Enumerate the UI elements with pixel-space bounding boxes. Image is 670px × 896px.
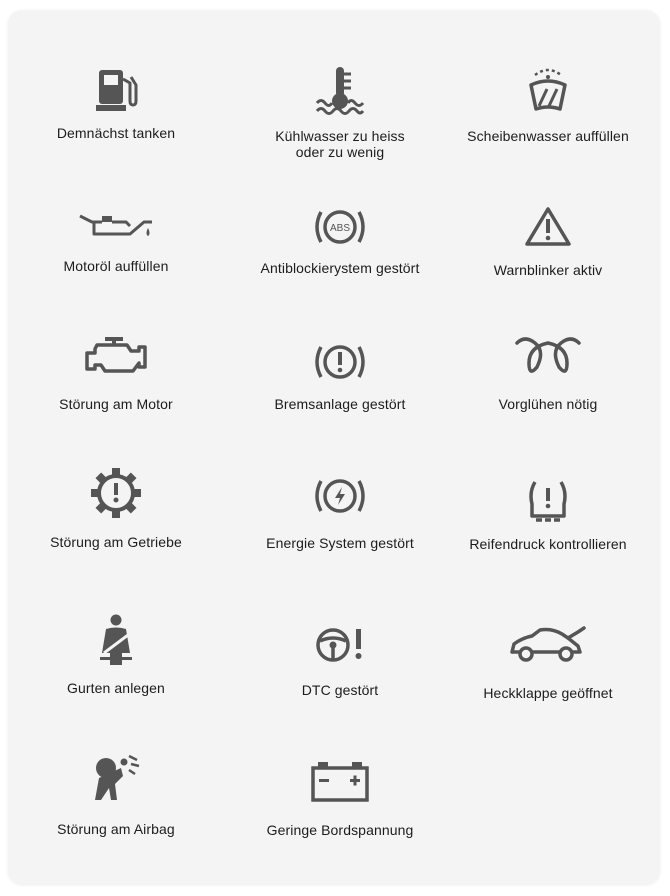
warning-label: DTC gestört — [301, 682, 379, 698]
warning-item-washer — [446, 65, 650, 160]
warning-label: Störung am Motor — [59, 396, 173, 412]
warning-label: Heckklappe geöffnet — [483, 685, 613, 701]
warning-item-energy — [240, 475, 440, 570]
oil-can-icon — [78, 208, 154, 242]
battery-icon — [310, 760, 370, 804]
warning-label: Motoröl auffüllen — [63, 258, 169, 274]
brake-warning-icon — [311, 341, 369, 383]
abs-icon — [311, 206, 369, 248]
warning-item-glow-plug — [446, 333, 650, 428]
warning-item-brake — [240, 341, 440, 436]
warning-label: Energie System gestört — [266, 535, 414, 551]
warning-item-airbag — [26, 754, 206, 849]
warning-label: Störung am Getriebe — [50, 534, 182, 550]
warning-item-tire — [446, 478, 650, 573]
warning-item-abs — [240, 206, 440, 301]
warning-item-transmission — [26, 466, 206, 561]
warning-label: Reifendruck kontrollieren — [469, 536, 627, 552]
warning-label: Gurten anlegen — [67, 680, 165, 696]
tire-pressure-icon — [525, 478, 571, 524]
seatbelt-icon — [96, 613, 136, 667]
energy-system-icon — [311, 475, 369, 517]
warning-label: Störung am Airbag — [57, 821, 175, 837]
warning-item-engine — [26, 333, 206, 428]
glow-plug-icon — [515, 333, 581, 377]
gear-warning-icon — [89, 466, 143, 520]
hazard-triangle-icon — [525, 206, 571, 246]
open-trunk-icon — [508, 626, 588, 666]
abs-icon-text: ABS — [329, 223, 351, 234]
warning-item-coolant — [240, 65, 440, 160]
warning-item-oil — [26, 208, 206, 303]
warning-label: Bremsanlage gestört — [274, 396, 406, 412]
fuel-icon — [94, 65, 138, 115]
warning-item-hazard — [446, 206, 650, 301]
warning-item-trunk — [446, 626, 650, 721]
warning-label: Antiblockierystem gestört — [260, 260, 420, 276]
steering-warning-icon — [314, 623, 366, 665]
warning-label: Vorglühen nötig — [498, 396, 598, 412]
warning-item-battery — [240, 760, 440, 855]
warning-item-dtc — [240, 623, 440, 718]
airbag-icon — [91, 754, 141, 804]
warning-lights-panel — [8, 10, 660, 884]
warning-label: Demnächst tanken — [56, 125, 176, 141]
warning-label: Kühlwasser zu heiss oder zu wenig — [275, 128, 405, 160]
washer-fluid-icon — [523, 65, 573, 113]
engine-icon — [83, 333, 149, 377]
warning-item-fuel — [26, 65, 206, 160]
warning-label: Geringe Bordspannung — [266, 822, 414, 838]
warning-label: Scheibenwasser auffüllen — [467, 128, 629, 144]
warning-item-seatbelt — [26, 613, 206, 708]
coolant-temperature-icon — [315, 65, 365, 115]
warning-label: Warnblinker aktiv — [493, 262, 603, 278]
